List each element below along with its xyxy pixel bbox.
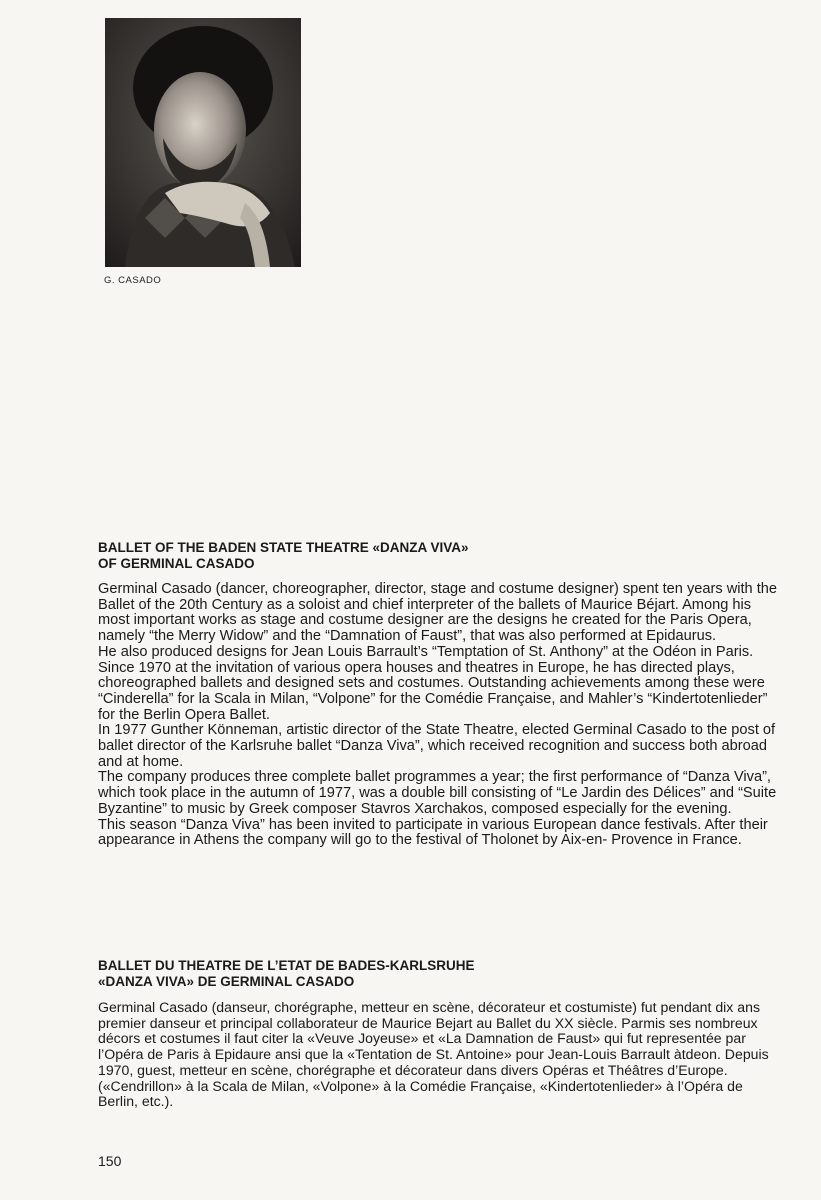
french-paragraph: Germinal Casado (danseur, chorégraphe, metteur en scène, décorateur et costumiste) fut pendant dix ans premier danseur et principal collaborateur de Maurice Bejart au Ballet du XX siècle. Parmis ses nombreux décors et costumes il faut citer la «Veuve Joyeuse» et «La Damnation de Faust» qui fut representée par l’Opéra de Paris à Epidaure ansi que la «Tentation de St. Antoine» pour Jean-Louis Barrault àtdeon. Depuis 1970, guest, metteur en scène, chorégraphe et décorateur dans divers Opéras et Théâtres d’Europe. («Cendrillon» à la Scala de Milan, «Volpone» à la Comédie Française, «Kindertotenlieder» à l’Opéra de Berlin, etc.). xyxy=(98,999,769,1110)
portrait-photo xyxy=(105,18,301,267)
french-section xyxy=(98,958,778,1110)
english-paragraph-4: In 1977 Gunther Könneman, artistic director of the State Theatre, elected Germinal Casado to the post of ballet director of the Karlsruhe ballet “Danza Viva”, which received recognition and success both abroad and at home. xyxy=(98,722,776,770)
english-section xyxy=(98,540,778,849)
english-paragraph-1: Germinal Casado (dancer, choreographer, director, stage and costume designer) spent ten years with the Ballet of the 20th Century as a soloist and chief interpreter of the ballets of Maurice Béjart. Among his most important works as stage and costume designer are the designs he created for the Paris Opera, namely “the Merry Widow” and the “Damnation of Faust”, that was also performed at Epidaurus. xyxy=(98,581,777,645)
french-heading-line-2: «DANZA VIVA» DE GERMINAL CASADO xyxy=(98,974,355,989)
photo-caption: G. CASADO xyxy=(104,275,162,286)
english-heading xyxy=(98,540,778,572)
page-number: 150 xyxy=(98,1153,122,1169)
french-heading xyxy=(98,958,778,990)
english-paragraph-5: The company produces three complete ballet programmes a year; the first performance of “Danza Viva”, which took place in the autumn of 1977, was a double bill consisting of “Le Jardin des Délices” and “Suite Byzantine” to music by Greek composer Stavros Xarchakos, composed especially for the evening. xyxy=(98,769,777,817)
english-heading-line-1: BALLET OF THE BADEN STATE THEATRE «DANZA VIVA» xyxy=(98,540,469,555)
english-paragraph-6: This season “Danza Viva” has been invited to participate in various European dance festivals. After their appearance in Athens the company will go to the festival of Tholonet by Aix-en- Provence in France. xyxy=(98,816,768,849)
english-heading-line-2: OF GERMINAL CASADO xyxy=(98,556,255,571)
english-paragraph-2: He also produced designs for Jean Louis Barrault’s “Temptation of St. Anthony” at the Odéon in Paris. xyxy=(98,643,754,660)
english-paragraph-3: Since 1970 at the invitation of various opera houses and theatres in Europe, he has directed plays, choreographed ballets and designed sets and costumes. Outstanding achievements among these were “Cinderella” for la Scala in Milan, “Volpone” for the Comédie Française, and Mahler’s “Kindertotenlieder” for the Berlin Opera Ballet. xyxy=(98,659,768,723)
french-heading-line-1: BALLET DU THEATRE DE L’ETAT DE BADES-KARLSRUHE xyxy=(98,958,475,973)
